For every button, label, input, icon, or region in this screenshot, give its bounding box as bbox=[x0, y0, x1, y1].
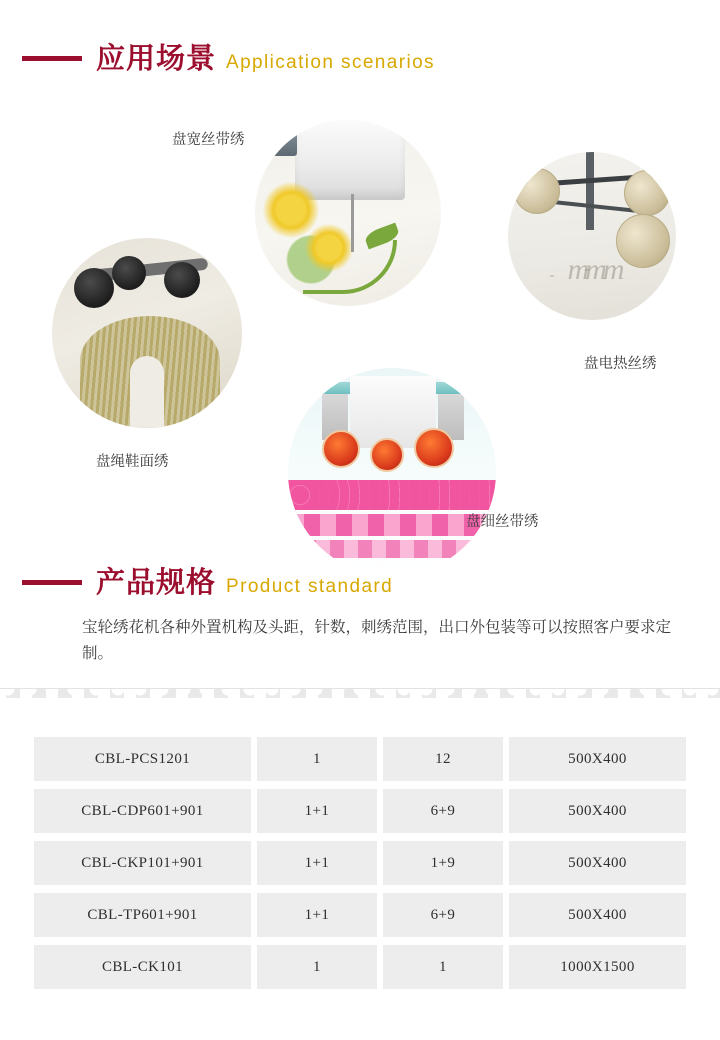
standard-description: 宝轮绣花机各种外置机构及头距，针数，刺绣范围，出口外包装等可以按照客户要求定制。 bbox=[82, 618, 672, 662]
wire-wheel-graphic bbox=[624, 170, 670, 216]
photo-cord-shoe-embroidery bbox=[52, 238, 242, 428]
table-row bbox=[34, 789, 686, 833]
cord-disc-graphic bbox=[112, 256, 146, 290]
spec-cell-model: CBL-CDP601+901 bbox=[34, 789, 251, 833]
spec-cell-heads: 1 bbox=[257, 737, 377, 781]
ribbon-spool-graphic bbox=[370, 438, 404, 472]
photo-ribbon-wide-embroidery bbox=[255, 120, 441, 306]
machine-mast-graphic bbox=[586, 152, 594, 230]
spec-cell-heads: 1+1 bbox=[257, 789, 377, 833]
scenarios-title-cn: 应用场景 bbox=[96, 41, 217, 75]
pink-ribbon-row-graphic bbox=[288, 480, 496, 510]
spec-cell-model: CBL-CK101 bbox=[34, 945, 251, 989]
scenarios-heading bbox=[0, 0, 720, 77]
embroidered-script-graphic: mmm bbox=[524, 240, 664, 300]
caption-heat-wire: 盘电热丝绣 bbox=[584, 356, 657, 372]
table-row bbox=[34, 737, 686, 781]
spec-cell-model: CBL-TP601+901 bbox=[34, 893, 251, 937]
perforated-divider bbox=[0, 688, 720, 711]
table-row bbox=[34, 893, 686, 937]
spec-cell-model: CBL-CKP101+901 bbox=[34, 841, 251, 885]
heading-accent-bar bbox=[22, 580, 82, 585]
spec-table bbox=[28, 729, 692, 997]
ribbon-spool-graphic bbox=[414, 428, 454, 468]
scenarios-title-en: Application scenarios bbox=[226, 52, 435, 73]
spec-cell-heads: 1+1 bbox=[257, 841, 377, 885]
machine-head-graphic bbox=[295, 120, 405, 200]
wire-wheel-graphic bbox=[514, 168, 560, 214]
spec-cell-area: 500X400 bbox=[509, 841, 686, 885]
spec-cell-area: 1000X1500 bbox=[509, 945, 686, 989]
standard-title-en: Product standard bbox=[226, 576, 394, 597]
table-row bbox=[34, 841, 686, 885]
caption-ribbon-fine: 盘细丝带绣 bbox=[466, 514, 539, 530]
flower-graphic bbox=[263, 182, 319, 238]
spec-cell-heads: 1 bbox=[257, 945, 377, 989]
spec-cell-needles: 1 bbox=[383, 945, 503, 989]
spec-cell-model: CBL-PCS1201 bbox=[34, 737, 251, 781]
spec-cell-needles: 1+9 bbox=[383, 841, 503, 885]
spec-cell-area: 500X400 bbox=[509, 789, 686, 833]
caption-ribbon-wide: 盘宽丝带绣 bbox=[172, 132, 245, 148]
ribbon-spool-graphic bbox=[322, 430, 360, 468]
spec-cell-heads: 1+1 bbox=[257, 893, 377, 937]
spec-cell-area: 500X400 bbox=[509, 893, 686, 937]
stem-graphic bbox=[303, 240, 397, 294]
shoe-opening-graphic bbox=[130, 356, 164, 428]
spec-cell-needles: 12 bbox=[383, 737, 503, 781]
spec-cell-needles: 6+9 bbox=[383, 893, 503, 937]
standard-title-cn: 产品规格 bbox=[96, 565, 217, 599]
spec-cell-area: 500X400 bbox=[509, 737, 686, 781]
pink-ribbon-row-graphic bbox=[288, 514, 496, 536]
photo-ribbon-fine-embroidery bbox=[288, 368, 496, 576]
pink-ribbon-row-graphic bbox=[288, 540, 496, 558]
spec-cell-needles: 6+9 bbox=[383, 789, 503, 833]
heading-accent-bar bbox=[22, 56, 82, 61]
caption-cord-shoe: 盘绳鞋面绣 bbox=[96, 454, 169, 470]
needle-bar-graphic bbox=[351, 194, 354, 252]
cord-disc-graphic bbox=[164, 262, 200, 298]
table-row bbox=[34, 945, 686, 989]
cord-disc-graphic bbox=[74, 268, 114, 308]
photo-heat-wire-embroidery bbox=[508, 152, 676, 320]
